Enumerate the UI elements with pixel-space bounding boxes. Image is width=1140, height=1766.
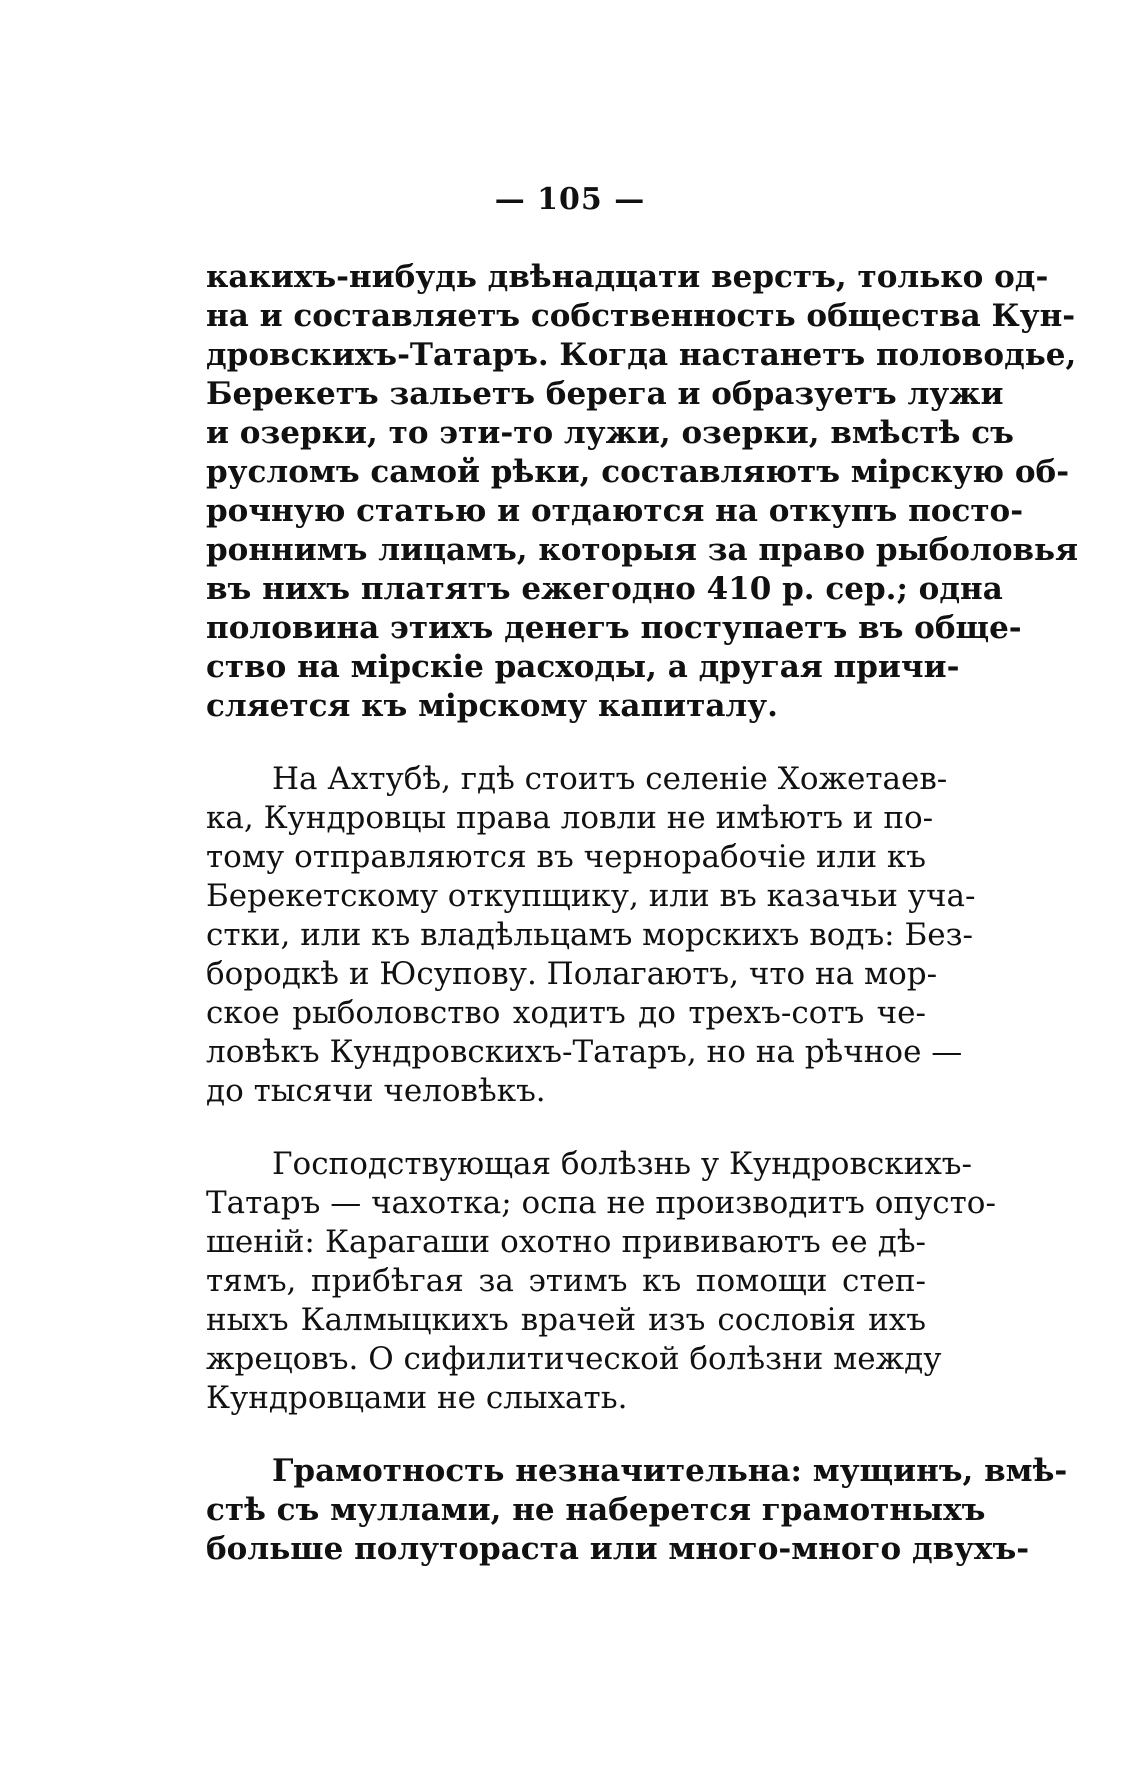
text-line: шеній: Карагаши охотно прививаютъ ее дѣ-: [206, 1224, 926, 1260]
paragraph-4: [206, 1452, 1068, 1569]
text-line: тямъ, прибѣгая за этимъ къ помощи степ-: [206, 1263, 926, 1299]
text-line: На Ахтубѣ, гдѣ стоитъ селеніе Хожетаев-: [272, 761, 948, 797]
text-line: ство на мірскіе расходы, а другая причи-: [206, 649, 960, 685]
text-line: бородкѣ и Юсупову. Полагаютъ, что на мор-: [206, 956, 938, 992]
text-line: больше полутораста или много-много двухъ-: [206, 1531, 1030, 1567]
text-line: рочную статью и отдаются на откупъ посто-: [206, 493, 1024, 529]
text-line: стѣ съ муллами, не наберется грамотныхъ: [206, 1492, 986, 1528]
text-line: ка, Кундровцы права ловли не имѣютъ и по-: [206, 800, 934, 836]
text-line: Берекетскому откупщику, или въ казачьи уча-: [206, 878, 976, 914]
text-line: Татаръ — чахотка; оспа не производитъ опусто-: [206, 1185, 996, 1221]
paragraph-2: [206, 760, 976, 1111]
text-line: стки, или къ владѣльцамъ морскихъ водъ: Без-: [206, 917, 973, 953]
paragraph-3: [206, 1145, 996, 1418]
text-line: русломъ самой рѣки, составляютъ мірскую об-: [206, 454, 1070, 490]
paragraph-1: [206, 258, 1078, 726]
paragraph-gap: [206, 1418, 926, 1452]
paragraph-gap: [206, 726, 926, 760]
text-line: въ нихъ платятъ ежегодно 410 р. сер.; одна: [206, 571, 1003, 607]
text-line: сляется къ мірскому капиталу.: [206, 688, 778, 724]
text-line: Господствующая болѣзнь у Кундровскихъ-: [272, 1146, 972, 1182]
text-line: тому отправляются въ чернорабочіе или къ: [206, 839, 926, 875]
text-line: до тысячи человѣкъ.: [206, 1073, 546, 1109]
text-line: дровскихъ-Татаръ. Когда настанетъ половодье,: [206, 337, 1077, 373]
paragraph-gap: [206, 1111, 926, 1145]
text-line: Грамотность незначительна: мущинъ, вмѣ-: [272, 1453, 1068, 1489]
text-line: роннимъ лицамъ, которыя за право рыболовья: [206, 532, 1078, 568]
text-line: ловѣкъ Кундровскихъ-Татаръ, но на рѣчное —: [206, 1034, 963, 1070]
text-line: ское рыболовство ходитъ до трехъ-сотъ че-: [206, 995, 926, 1031]
text-line: жрецовъ. О сифилитической болѣзни между: [206, 1341, 942, 1377]
text-line: и озерки, то эти-то лужи, озерки, вмѣстѣ съ: [206, 415, 1014, 451]
text-line: Берекетъ зальетъ берега и образуетъ лужи: [206, 376, 1004, 412]
text-line: на и составляетъ собственность общества Кун-: [206, 298, 1076, 334]
text-line: Кундровцами не слыхать.: [206, 1380, 628, 1416]
text-line: какихъ-нибудь двѣнадцати верстъ, только од-: [206, 259, 1049, 295]
text-body: [206, 258, 1078, 1569]
page-number: — 105 —: [494, 182, 646, 217]
text-line: половина этихъ денегъ поступаетъ въ обще-: [206, 610, 1022, 646]
text-line: ныхъ Калмыцкихъ врачей изъ сословія ихъ: [206, 1302, 926, 1338]
